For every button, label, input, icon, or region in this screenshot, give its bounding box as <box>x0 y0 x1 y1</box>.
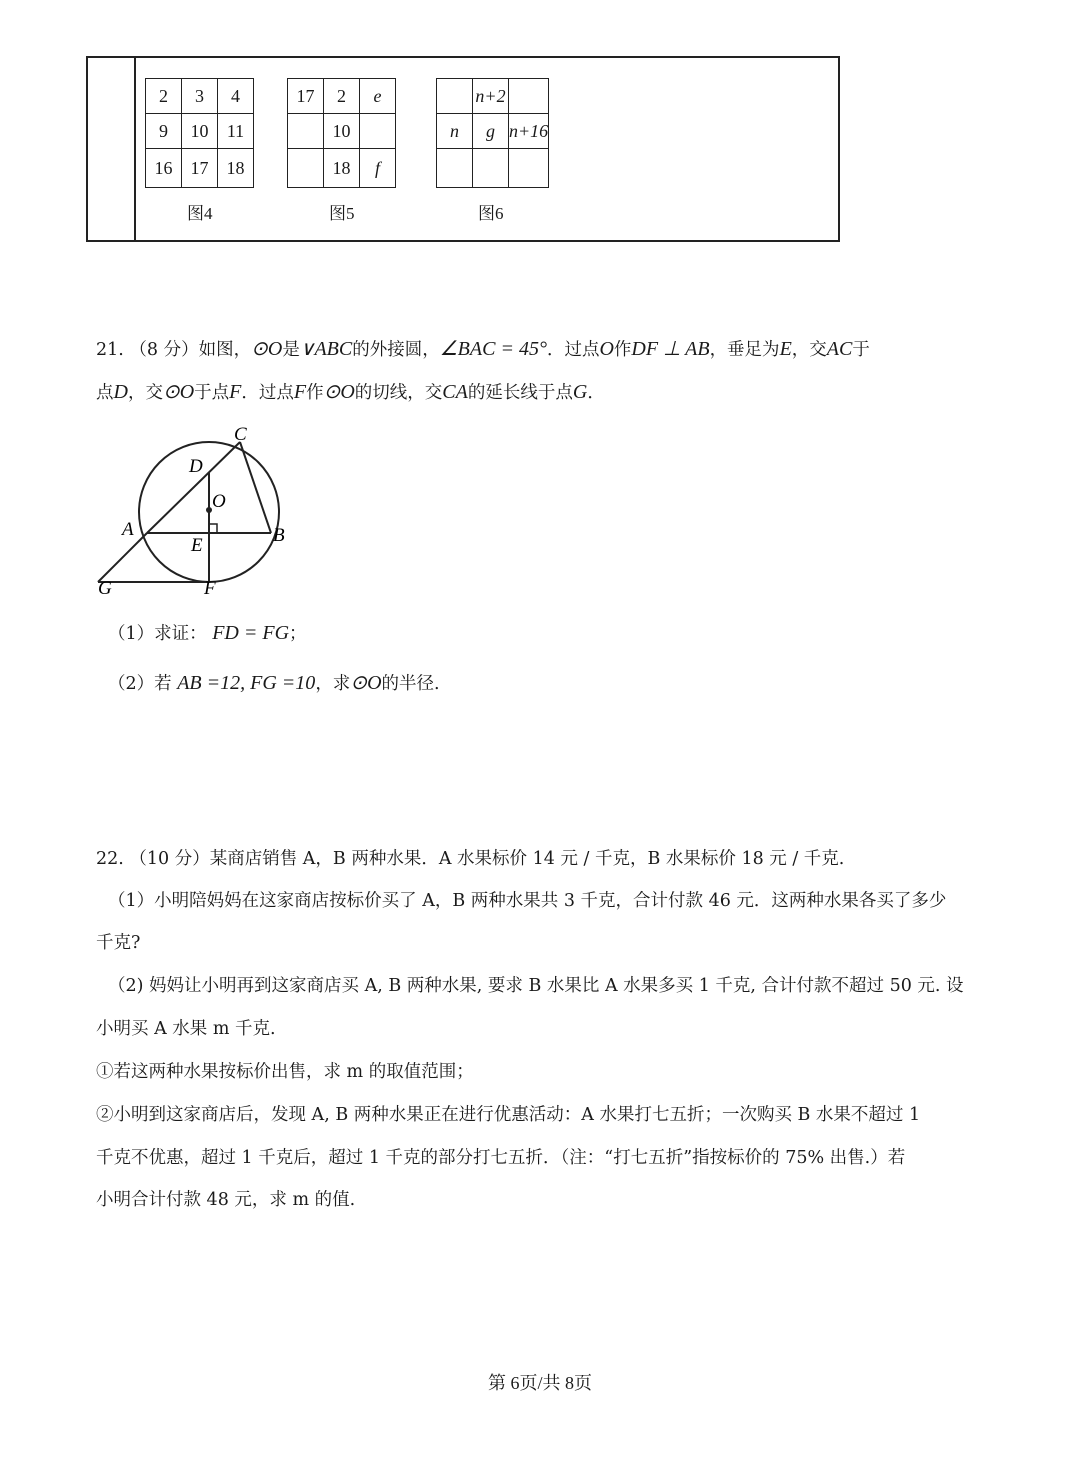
segment-cb <box>240 442 271 533</box>
label-o: O <box>212 491 226 512</box>
grid-cell <box>437 79 473 114</box>
grid-cell: 3 <box>182 79 218 114</box>
figure-5-caption: 图5 <box>329 204 355 223</box>
label-e: E <box>191 535 203 556</box>
grid-cell <box>360 114 396 149</box>
figure-6-caption: 图6 <box>478 204 504 223</box>
grid-cell: 10 <box>324 114 360 149</box>
figure-6-grid <box>436 78 549 188</box>
label-d: D <box>189 456 203 477</box>
right-angle-mark <box>209 524 217 533</box>
grid-cell: 10 <box>182 114 218 149</box>
frame-divider <box>134 58 136 240</box>
q22-line-4: （2) 妈妈让小明再到这家商店买 A, B 两种水果, 要求 B 水果比 A 水果多买 1 千克, 合计付款不超过 50 元. 设 <box>108 976 964 996</box>
label-f: F <box>204 578 216 599</box>
label-g: G <box>98 578 112 599</box>
grid-cell <box>473 149 509 188</box>
grid-cell: 2 <box>324 79 360 114</box>
label-a: A <box>122 519 134 540</box>
grid-cell: e <box>360 79 396 114</box>
grid-cell <box>288 114 324 149</box>
grid-cell: 17 <box>288 79 324 114</box>
q22-line-1: 22. （10 分）某商店销售 A，B 两种水果．A 水果标价 14 元 / 千克，B 水果标价 18 元 / 千克. <box>96 849 845 869</box>
label-c: C <box>234 424 247 445</box>
grid-cell <box>437 149 473 188</box>
label-b: B <box>273 525 285 546</box>
grid-cell: 11 <box>218 114 254 149</box>
page-number: 第 6页/共 8页 <box>487 1373 592 1393</box>
q22-line-6: ①若这两种水果按标价出售，求 m 的取值范围； <box>96 1062 474 1082</box>
grid-cell: 2 <box>146 79 182 114</box>
q21-part-2: （2）若 AB =12, FG =10，求⊙O的半径. <box>108 672 440 694</box>
q22-line-5: 小明买 A 水果 m 千克. <box>96 1019 276 1039</box>
q22-line-9: 小明合计付款 48 元，求 m 的值. <box>96 1190 356 1210</box>
q22-line-2: （1）小明陪妈妈在这家商店按标价买了 A，B 两种水果共 3 千克，合计付款 46 元．这两种水果各买了多少 <box>108 891 947 911</box>
q22-line-3: 千克? <box>96 933 141 953</box>
figure-4-caption: 图4 <box>187 204 213 223</box>
figure-4-grid <box>145 78 254 188</box>
grid-cell: g <box>473 114 509 149</box>
grid-cell: 17 <box>182 149 218 188</box>
grid-cell: 18 <box>324 149 360 188</box>
circle-geometry-diagram <box>90 420 310 600</box>
grid-cell <box>509 149 549 188</box>
q21-part-1: （1）求证： FD = FG； <box>108 622 307 644</box>
grid-cell: n <box>437 114 473 149</box>
grid-cell: 18 <box>218 149 254 188</box>
grid-cell: 16 <box>146 149 182 188</box>
grid-cell <box>288 149 324 188</box>
figure-5-grid <box>287 78 396 188</box>
extension-ag <box>98 533 147 582</box>
grid-cell: n+16 <box>509 114 549 149</box>
grid-cell: 4 <box>218 79 254 114</box>
grid-cell: f <box>360 149 396 188</box>
grid-cell: n+2 <box>473 79 509 114</box>
q22-line-7: ②小明到这家商店后，发现 A, B 两种水果正在进行优惠活动：A 水果打七五折；一次购买 B 水果不超过 1 <box>96 1105 921 1125</box>
grid-cell <box>509 79 549 114</box>
q22-line-8: 千克不优惠，超过 1 千克后，超过 1 千克的部分打七五折．（注：“打七五折”指按标价的 75% 出售.）若 <box>96 1148 906 1168</box>
grid-cell: 9 <box>146 114 182 149</box>
q21-line-2: 点D，交⊙O于点F．过点F作⊙O的切线，交CA的延长线于点G． <box>96 381 605 403</box>
q21-line-1: 21. （8 分）如图，⊙O是∨ABC的外接圆，∠BAC = 45°．过点O作DF ⊥ AB，垂足为E，交AC于 <box>96 338 870 360</box>
